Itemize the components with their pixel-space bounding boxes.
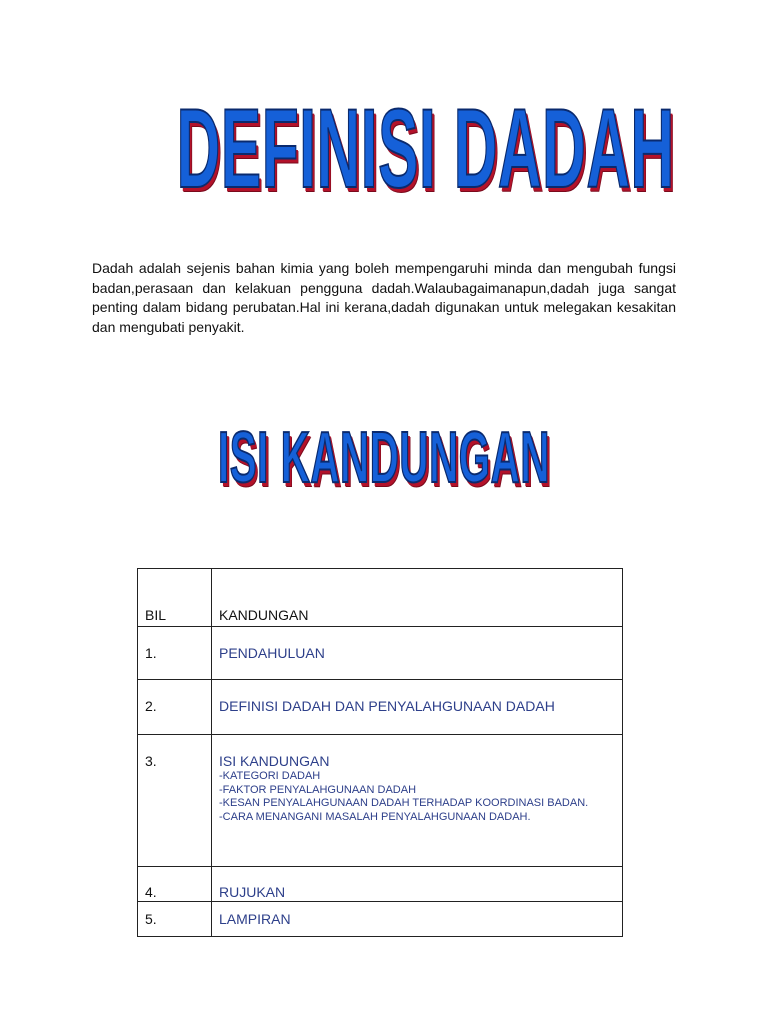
row-number: 3. bbox=[138, 735, 212, 867]
row-number: 1. bbox=[138, 627, 212, 680]
subitem: -KESAN PENYALAHGUNAAN DADAH TERHADAP KOORDINASI BADAN. bbox=[219, 797, 589, 809]
row-content: DEFINISI DADAH DAN PENYALAHGUNAAN DADAH bbox=[212, 680, 623, 735]
row-number: 2. bbox=[138, 680, 212, 735]
table-row bbox=[138, 627, 623, 680]
page-title: DEFINISI DADAH bbox=[176, 86, 675, 211]
row-content: RUJUKAN bbox=[212, 867, 623, 902]
subitem: -CARA MENANGANI MASALAH PENYALAHGUNAAN DADAH. bbox=[219, 810, 531, 823]
subitem: -KATEGORI DADAH bbox=[219, 770, 321, 782]
table-row bbox=[138, 735, 623, 867]
row-content: LAMPIRAN bbox=[212, 902, 623, 937]
table-row bbox=[138, 867, 623, 902]
row-number: 5. bbox=[138, 902, 212, 937]
header-kandungan: KANDUNGAN bbox=[212, 569, 623, 627]
subitem: -FAKTOR PENYALAHGUNAAN DADAH bbox=[219, 783, 417, 796]
row-content: ISI KANDUNGAN bbox=[219, 753, 330, 769]
row-content: PENDAHULUAN bbox=[212, 627, 623, 680]
table-row bbox=[138, 902, 623, 937]
table-row bbox=[138, 680, 623, 735]
intro-paragraph: Dadah adalah sejenis bahan kimia yang boleh mempengaruhi minda dan mengubah fungsi badan,perasaan dan kelakuan pengguna dadah.Walaubagaimanapun,dadah juga sangat penting dalam bidang perubatan.Hal ini kerana,dadah digunakan untuk melegakan kesakitan dan mengubati penyakit. bbox=[92, 260, 676, 335]
header-bil: BIL bbox=[138, 569, 212, 627]
toc-title: ISI KANDUNGAN bbox=[217, 418, 551, 498]
contents-table bbox=[137, 568, 623, 937]
row-number: 4. bbox=[138, 867, 212, 902]
row-content-group bbox=[212, 735, 623, 867]
table-header-row bbox=[138, 569, 623, 627]
